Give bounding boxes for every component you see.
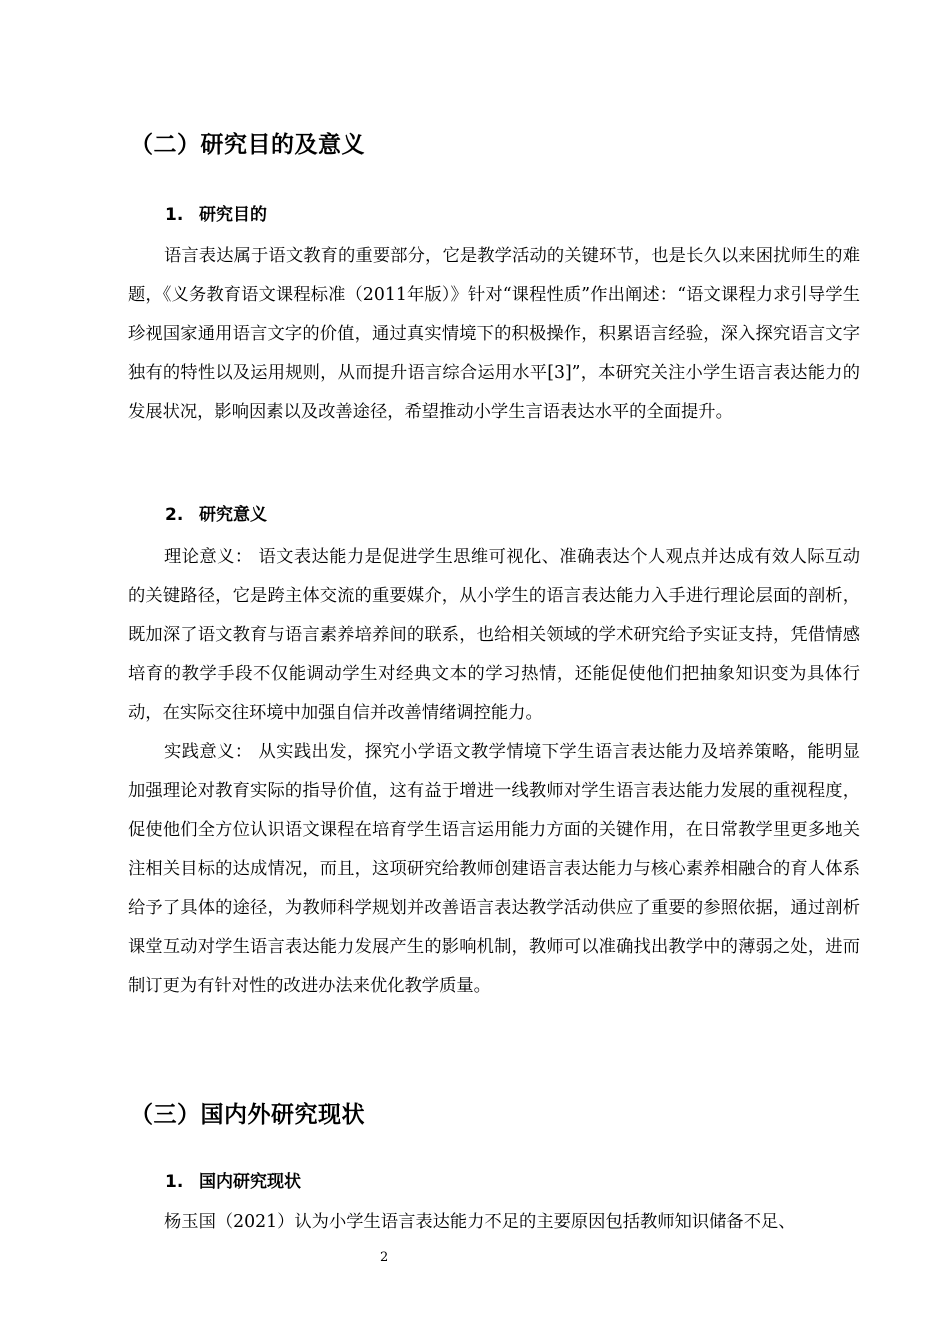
subheading-title: 研究目的 bbox=[199, 205, 267, 225]
subheading-number: 1. bbox=[165, 205, 184, 225]
section-heading-3: （三）国内外研究现状 bbox=[130, 1102, 365, 1128]
paragraph-theoretical-significance: 理论意义： 语文表达能力是促进学生思维可视化、准确表达个人观点并达成有效人际互动的关键路径，它是跨主体交流的重要媒介，从小学生的语言表达能力入手进行理论层面的剖析，既加深了语文教育与语言素养培养间的联系，也给相关领域的学术研究给予实证支持，凭借情感培育的教学手段不仅能调动学生对经典文本的学习热情，还能促使他们把抽象知识变为具体行动，在实际交往环境中加强自信并改善情绪调控能力。 bbox=[128, 547, 860, 723]
paragraph-practical-significance: 实践意义： 从实践出发，探究小学语文教学情境下学生语言表达能力及培养策略，能明显加强理论对教育实际的指导价值，这有益于增进一线教师对学生语言表达能力发展的重视程度，促使他们全方位认识语文课程在培育学生语言运用能力方面的关键作用，在日常教学里更多地关注相关目标的达成情况，而且，这项研究给教师创建语言表达能力与核心素养相融合的育人体系给予了具体的途径，为教师科学规划并改善语言表达教学活动供应了重要的参照依据，通过剖析课堂互动对学生语言表达能力发展产生的影响机制，教师可以准确找出教学中的薄弱之处，进而制订更为有针对性的改进办法来优化教学质量。 bbox=[128, 742, 860, 996]
page-number: 2 bbox=[380, 1250, 389, 1265]
subheading-number: 2. bbox=[165, 505, 184, 525]
paragraph-research-purpose: 语言表达属于语文教育的重要部分，它是教学活动的关键环节，也是长久以来困扰师生的难题，《义务教育语文课程标准（2011年版）》针对“课程性质”作出阐述：“语文课程力求引导学生珍视国家通用语言文字的价值，通过真实情境下的积极操作，积累语言经验，深入探究语言文字独有的特性以及运用规则，从而提升语言综合运用水平[3]”，本研究关注小学生语言表达能力的发展状况，影响因素以及改善途径，希望推动小学生言语表达水平的全面提升。 bbox=[128, 246, 860, 422]
subheading-research-significance bbox=[165, 500, 267, 525]
subheading-title: 研究意义 bbox=[199, 505, 267, 525]
subheading-title: 国内研究现状 bbox=[199, 1172, 301, 1192]
subheading-number: 1. bbox=[165, 1172, 184, 1192]
subheading-domestic-research bbox=[165, 1167, 301, 1192]
paragraph-domestic-research: 杨玉国（2021）认为小学生语言表达能力不足的主要原因包括教师知识储备不足、 bbox=[164, 1212, 796, 1232]
section-heading-2: （二）研究目的及意义 bbox=[130, 132, 365, 158]
subheading-research-purpose bbox=[165, 200, 267, 225]
